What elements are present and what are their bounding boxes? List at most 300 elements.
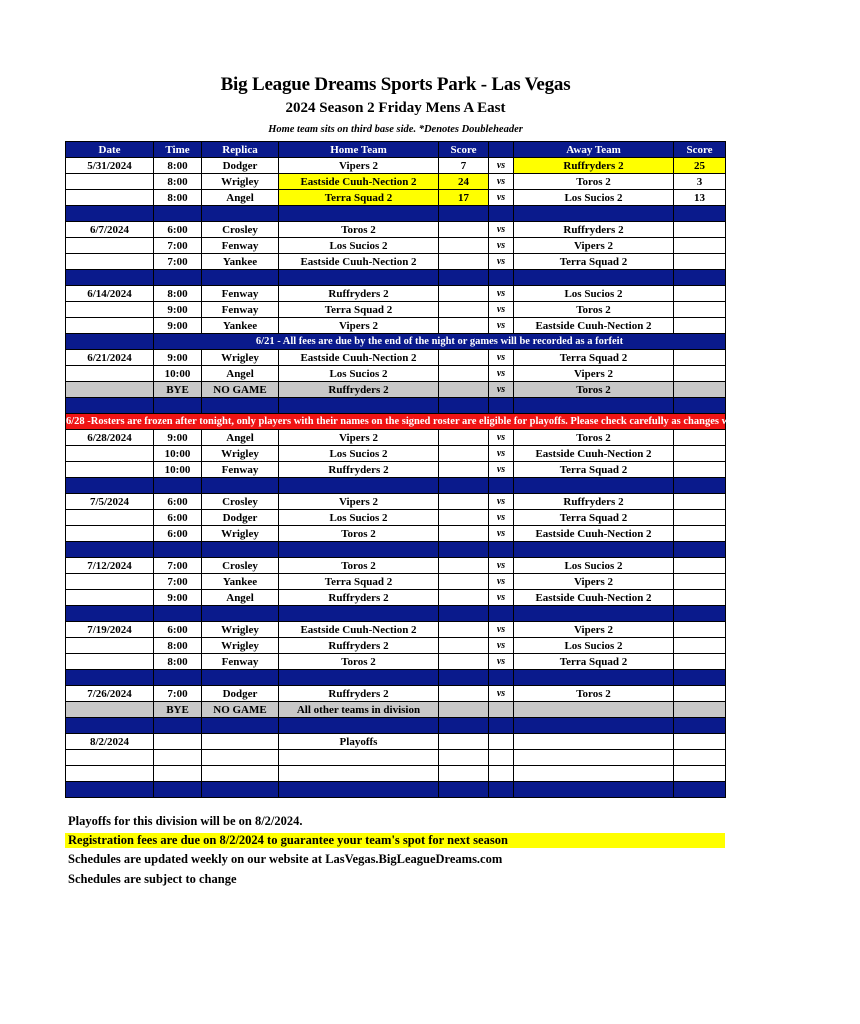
spacer-cell [674,542,726,558]
spacer-cell [514,398,674,414]
table-header-row [66,142,726,158]
away-score-cell [674,366,726,382]
header-vs [489,142,514,158]
away-team-cell: Los Sucios 2 [514,638,674,654]
home-score-cell [439,462,489,478]
home-team-cell [279,766,439,782]
spacer-cell [279,782,439,798]
date-cell [66,750,154,766]
date-cell [66,574,154,590]
spacer-row [66,398,726,414]
away-team-cell [514,766,674,782]
home-team-cell [279,750,439,766]
home-score-cell [439,382,489,398]
spacer-cell [439,398,489,414]
home-team-cell: Vipers 2 [279,494,439,510]
date-cell [66,702,154,718]
home-team-cell: Los Sucios 2 [279,238,439,254]
away-team-cell: Vipers 2 [514,366,674,382]
table-row [66,190,726,206]
replica-cell: Crosley [202,558,279,574]
replica-cell: Dodger [202,510,279,526]
table-row [66,350,726,366]
home-score-cell [439,302,489,318]
website-note: Schedules are updated weekly on our website at LasVegas.BigLeagueDreams.com [68,852,503,866]
table-row [66,286,726,302]
vs-cell: vs [489,526,514,542]
time-cell: 8:00 [154,286,202,302]
header-replica: Replica [202,142,279,158]
date-cell: 6/28/2024 [66,430,154,446]
spacer-cell [439,670,489,686]
away-score-cell [674,494,726,510]
time-cell: 6:00 [154,510,202,526]
vs-cell: vs [489,286,514,302]
vs-cell [489,702,514,718]
spacer-cell [154,542,202,558]
home-score-cell [439,430,489,446]
home-score-cell [439,702,489,718]
date-cell [66,302,154,318]
home-team-cell: Eastside Cuuh-Nection 2 [279,350,439,366]
table-row [66,574,726,590]
table-row [66,638,726,654]
spacer-cell [279,606,439,622]
vs-cell: vs [489,686,514,702]
spacer-cell [489,270,514,286]
replica-cell: Dodger [202,158,279,174]
spacer-cell [66,206,154,222]
away-team-cell: Toros 2 [514,302,674,318]
spacer-cell [279,478,439,494]
home-team-cell: Vipers 2 [279,430,439,446]
replica-cell: Yankee [202,574,279,590]
vs-cell: vs [489,446,514,462]
away-team-cell: Toros 2 [514,174,674,190]
notice-text: 6/21 - All fees are due by the end of the night or games will be recorded as a forfeit [154,334,726,350]
table-row [66,222,726,238]
vs-cell: vs [489,350,514,366]
replica-cell [202,766,279,782]
time-cell: 6:00 [154,222,202,238]
away-team-cell: Ruffryders 2 [514,494,674,510]
away-score-cell [674,558,726,574]
replica-cell: Wrigley [202,526,279,542]
replica-cell: Yankee [202,318,279,334]
away-score-cell [674,302,726,318]
vs-cell: vs [489,174,514,190]
date-cell [66,462,154,478]
alert-text: 6/28 -Rosters are frozen after tonight, only players with their names on the signed roster are eligible for playoffs. Please check carefully as changes will not be made for omissions. [66,414,726,430]
away-team-cell: Los Sucios 2 [514,286,674,302]
date-cell [66,318,154,334]
home-score-cell: 17 [439,190,489,206]
spacer-cell [674,718,726,734]
time-cell: 8:00 [154,654,202,670]
away-team-cell: Terra Squad 2 [514,350,674,366]
replica-cell: Crosley [202,222,279,238]
away-score-cell [674,510,726,526]
spacer-cell [439,782,489,798]
bye-row [66,702,726,718]
date-cell: 8/2/2024 [66,734,154,750]
home-score-cell [439,286,489,302]
away-score-cell [674,350,726,366]
home-score-cell [439,766,489,782]
away-team-cell: Eastside Cuuh-Nection 2 [514,318,674,334]
away-score-cell: 3 [674,174,726,190]
away-team-cell: Terra Squad 2 [514,462,674,478]
vs-cell: vs [489,590,514,606]
home-team-cell: Los Sucios 2 [279,510,439,526]
replica-cell: NO GAME [202,702,279,718]
vs-cell: vs [489,494,514,510]
time-cell: 10:00 [154,462,202,478]
away-team-cell: Toros 2 [514,382,674,398]
vs-cell: vs [489,654,514,670]
replica-cell: Angel [202,590,279,606]
table-row [66,494,726,510]
time-cell: 8:00 [154,158,202,174]
spacer-cell [489,206,514,222]
header-time: Time [154,142,202,158]
page-title: Big League Dreams Sports Park - Las Vegas [220,74,571,95]
replica-cell: Wrigley [202,638,279,654]
header-away-score: Score [674,142,726,158]
vs-cell: vs [489,366,514,382]
roster-alert-row [66,414,726,430]
away-score-cell [674,702,726,718]
spacer-cell [66,478,154,494]
vs-cell: vs [489,462,514,478]
bye-row [66,382,726,398]
away-team-cell: Terra Squad 2 [514,510,674,526]
time-cell: 8:00 [154,638,202,654]
table-row [66,750,726,766]
spacer-cell [66,670,154,686]
spacer-cell [279,206,439,222]
home-score-cell [439,750,489,766]
spacer-cell [202,206,279,222]
replica-cell: Fenway [202,238,279,254]
away-score-cell [674,238,726,254]
spacer-cell [279,718,439,734]
spacer-cell [489,542,514,558]
date-cell [66,638,154,654]
header-home-score: Score [439,142,489,158]
spacer-cell [66,270,154,286]
date-cell [66,766,154,782]
home-team-cell: Los Sucios 2 [279,366,439,382]
table-row [66,526,726,542]
home-team-cell: Ruffryders 2 [279,686,439,702]
home-score-cell [439,446,489,462]
away-team-cell: Los Sucios 2 [514,558,674,574]
away-team-cell: Eastside Cuuh-Nection 2 [514,446,674,462]
time-cell: 10:00 [154,366,202,382]
time-cell: 9:00 [154,318,202,334]
away-score-cell [674,446,726,462]
date-cell: 7/12/2024 [66,558,154,574]
home-team-cell: Ruffryders 2 [279,382,439,398]
date-cell [66,382,154,398]
spacer-cell [439,478,489,494]
away-team-cell: Eastside Cuuh-Nection 2 [514,590,674,606]
time-cell: 7:00 [154,238,202,254]
home-team-cell: Toros 2 [279,654,439,670]
vs-cell: vs [489,222,514,238]
away-team-cell: Toros 2 [514,430,674,446]
time-cell: 6:00 [154,622,202,638]
spacer-cell [154,606,202,622]
away-team-cell [514,702,674,718]
home-score-cell [439,494,489,510]
date-cell [66,366,154,382]
table-row [66,558,726,574]
time-cell: 7:00 [154,254,202,270]
away-score-cell [674,430,726,446]
time-cell: 7:00 [154,558,202,574]
home-team-cell: Toros 2 [279,558,439,574]
spacer-cell [674,398,726,414]
replica-cell: Wrigley [202,350,279,366]
spacer-row [66,542,726,558]
table-row [66,318,726,334]
home-score-cell [439,366,489,382]
home-score-cell [439,318,489,334]
replica-cell: Fenway [202,286,279,302]
home-score-cell [439,222,489,238]
vs-cell: vs [489,318,514,334]
spacer-row [66,782,726,798]
table-row [66,462,726,478]
away-team-cell: Terra Squad 2 [514,254,674,270]
date-cell [66,654,154,670]
home-team-cell: Playoffs [279,734,439,750]
replica-cell: Fenway [202,654,279,670]
date-cell: 7/5/2024 [66,494,154,510]
spacer-cell [202,718,279,734]
vs-cell [489,750,514,766]
away-score-cell [674,590,726,606]
fee-notice-row [66,334,726,350]
away-score-cell [674,382,726,398]
home-score-cell [439,638,489,654]
home-score-cell [439,254,489,270]
away-score-cell: 25 [674,158,726,174]
time-cell: 9:00 [154,590,202,606]
vs-cell: vs [489,510,514,526]
home-team-cell: Toros 2 [279,222,439,238]
spacer-cell [439,206,489,222]
spacer-cell [514,206,674,222]
time-cell: 8:00 [154,190,202,206]
away-score-cell [674,574,726,590]
time-cell: 10:00 [154,446,202,462]
vs-cell: vs [489,638,514,654]
home-score-cell: 24 [439,174,489,190]
spacer-cell [66,718,154,734]
time-cell: 9:00 [154,350,202,366]
spacer-row [66,670,726,686]
spacer-cell [154,398,202,414]
spacer-cell [514,542,674,558]
spacer-cell [154,478,202,494]
time-cell [154,766,202,782]
page-subtitle: 2024 Season 2 Friday Mens A East [285,100,506,116]
spacer-cell [154,670,202,686]
away-team-cell: Vipers 2 [514,238,674,254]
home-team-cell: Terra Squad 2 [279,574,439,590]
date-cell: 7/19/2024 [66,622,154,638]
schedule-table [65,141,860,798]
replica-cell: Fenway [202,462,279,478]
home-team-cell: Terra Squad 2 [279,190,439,206]
home-team-cell: Ruffryders 2 [279,638,439,654]
spacer-row [66,478,726,494]
date-cell: 6/14/2024 [66,286,154,302]
table-row [66,238,726,254]
away-team-cell: Vipers 2 [514,574,674,590]
replica-cell: Angel [202,430,279,446]
date-cell: 7/26/2024 [66,686,154,702]
away-team-cell [514,734,674,750]
spacer-cell [154,270,202,286]
date-cell [66,510,154,526]
vs-cell [489,734,514,750]
spacer-row [66,206,726,222]
table-row [66,510,726,526]
home-score-cell [439,590,489,606]
replica-cell: Crosley [202,494,279,510]
spacer-row [66,270,726,286]
vs-cell: vs [489,254,514,270]
table-row [66,254,726,270]
registration-note: Registration fees are due on 8/2/2024 to guarantee your team's spot for next season [65,833,725,848]
date-cell [66,174,154,190]
spacer-row [66,606,726,622]
spacer-cell [154,782,202,798]
spacer-cell [674,206,726,222]
spacer-cell [514,718,674,734]
spacer-cell [154,718,202,734]
spacer-cell [66,398,154,414]
time-cell: 8:00 [154,174,202,190]
away-score-cell [674,254,726,270]
spacer-cell [489,782,514,798]
home-score-cell [439,238,489,254]
away-score-cell [674,222,726,238]
vs-cell: vs [489,238,514,254]
spacer-cell [279,398,439,414]
spacer-cell [279,670,439,686]
header-home-team: Home Team [279,142,439,158]
away-team-cell: Terra Squad 2 [514,654,674,670]
date-cell: 6/7/2024 [66,222,154,238]
table-row [66,686,726,702]
table-row [66,766,726,782]
spacer-cell [674,270,726,286]
spacer-cell [489,718,514,734]
date-cell [66,446,154,462]
table-row [66,622,726,638]
away-team-cell: Ruffryders 2 [514,158,674,174]
time-cell: 6:00 [154,494,202,510]
replica-cell: Wrigley [202,622,279,638]
home-score-cell [439,686,489,702]
home-team-cell: Los Sucios 2 [279,446,439,462]
time-cell: BYE [154,702,202,718]
away-score-cell [674,526,726,542]
spacer-cell [514,606,674,622]
header-date: Date [66,142,154,158]
vs-cell: vs [489,622,514,638]
spacer-cell [439,270,489,286]
home-score-cell [439,574,489,590]
time-cell: 9:00 [154,302,202,318]
playoffs-note: Playoffs for this division will be on 8/2/2024. [68,814,303,828]
vs-cell: vs [489,158,514,174]
home-team-cell: Ruffryders 2 [279,462,439,478]
date-cell [66,190,154,206]
spacer-cell [279,270,439,286]
spacer-cell [66,606,154,622]
vs-cell: vs [489,558,514,574]
time-cell [154,750,202,766]
away-team-cell: Eastside Cuuh-Nection 2 [514,526,674,542]
time-cell: BYE [154,382,202,398]
spacer-cell [154,206,202,222]
date-cell [66,254,154,270]
spacer-cell [279,542,439,558]
spacer-cell [66,782,154,798]
table-row [66,446,726,462]
replica-cell: Dodger [202,686,279,702]
away-score-cell [674,654,726,670]
table-row [66,734,726,750]
away-score-cell [674,622,726,638]
date-cell: 5/31/2024 [66,158,154,174]
replica-cell: Fenway [202,302,279,318]
away-score-cell [674,462,726,478]
date-cell: 6/21/2024 [66,350,154,366]
change-note: Schedules are subject to change [68,872,237,886]
table-row [66,654,726,670]
date-cell [66,590,154,606]
home-score-cell [439,654,489,670]
away-score-cell [674,766,726,782]
spacer-cell [66,542,154,558]
table-row [66,366,726,382]
vs-cell: vs [489,382,514,398]
away-team-cell: Ruffryders 2 [514,222,674,238]
spacer-cell [202,670,279,686]
spacer-cell [674,782,726,798]
away-team-cell: Los Sucios 2 [514,190,674,206]
home-score-cell [439,622,489,638]
vs-cell: vs [489,430,514,446]
time-cell: 6:00 [154,526,202,542]
spacer-row [66,718,726,734]
replica-cell: Yankee [202,254,279,270]
spacer-cell [202,542,279,558]
notice-date-cell [66,334,154,350]
time-cell [154,734,202,750]
away-score-cell [674,638,726,654]
table-row [66,158,726,174]
spacer-cell [489,478,514,494]
home-score-cell [439,350,489,366]
